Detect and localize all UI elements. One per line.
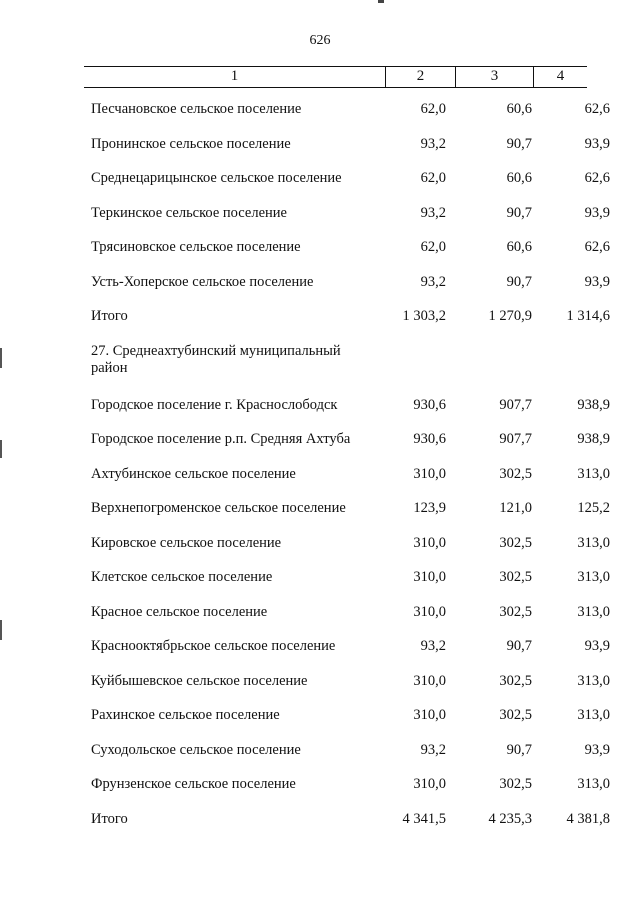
row-value-c4: 93,9: [584, 273, 610, 290]
row-value-c3: 907,7: [499, 396, 532, 413]
column-header-4: 4: [556, 68, 565, 84]
row-name: Фрунзенское сельское поселение: [91, 776, 296, 792]
row-value-c4: 93,9: [584, 204, 610, 221]
row-value-c3: 302,5: [499, 465, 532, 482]
row-value-c2: 310,0: [413, 672, 446, 689]
row-value-c3: 4 235,3: [488, 810, 532, 827]
row-value-c3: 302,5: [499, 534, 532, 551]
row-value-c2: 930,6: [413, 431, 446, 447]
row-name: 27. Среднеахтубинский муниципальный район: [91, 342, 341, 376]
row-value-c2: 62,0: [420, 101, 446, 117]
row-name: Трясиновское сельское поселение: [91, 239, 301, 255]
row-value-c2: 310,0: [413, 776, 446, 792]
row-value-c4: 93,9: [584, 638, 610, 654]
row-value-c4: 93,9: [584, 741, 610, 758]
row-value-c3: 121,0: [499, 500, 532, 516]
row-name: Песчановское сельское поселение: [91, 101, 302, 117]
row-value-c4: 313,0: [577, 776, 610, 792]
row-value-c3: 907,7: [499, 431, 532, 447]
row-value-c2: 4 341,5: [402, 810, 446, 827]
row-name: Теркинское сельское поселение: [91, 204, 287, 221]
row-value-c4: 1 314,6: [566, 308, 610, 324]
row-value-c2: 310,0: [413, 465, 446, 482]
table-row: [0, 595, 640, 630]
row-value-c4: 93,9: [584, 135, 610, 152]
row-value-c3: 302,5: [499, 776, 532, 792]
table-column-header: [84, 66, 587, 88]
row-value-c4: 125,2: [577, 500, 610, 516]
row-value-c2: 62,0: [420, 239, 446, 255]
row-value-c2: 310,0: [413, 534, 446, 551]
row-value-c3: 60,6: [506, 239, 532, 255]
column-header-3: 3: [456, 67, 534, 87]
row-value-c2: 93,2: [420, 273, 446, 290]
table-row: [0, 560, 640, 595]
row-value-c2: 310,0: [413, 569, 446, 585]
table-row: [0, 767, 640, 802]
row-value-c2: 62,0: [420, 170, 446, 186]
table-row: [0, 664, 640, 699]
table-row: [0, 491, 640, 526]
row-name: Итого: [91, 308, 128, 324]
row-value-c3: 90,7: [506, 741, 532, 758]
row-value-c2: 93,2: [420, 204, 446, 221]
row-value-c3: 90,7: [506, 204, 532, 221]
row-name: Красное сельское поселение: [91, 603, 268, 620]
table-row: [0, 802, 640, 837]
row-name: Рахинское сельское поселение: [91, 707, 280, 723]
row-value-c3: 90,7: [506, 638, 532, 654]
row-value-c4: 313,0: [577, 707, 610, 723]
row-name: Куйбышевское сельское поселение: [91, 672, 308, 689]
row-value-c4: 313,0: [577, 569, 610, 585]
table-row: [0, 265, 640, 300]
row-value-c3: 302,5: [499, 569, 532, 585]
row-name: Кировское сельское поселение: [91, 534, 282, 551]
row-value-c2: 93,2: [420, 741, 446, 758]
row-value-c2: 930,6: [413, 396, 446, 413]
row-value-c3: 60,6: [506, 170, 532, 186]
row-value-c2: 93,2: [420, 638, 446, 654]
row-name: Итого: [91, 810, 128, 827]
row-value-c4: 62,6: [584, 239, 610, 255]
row-value-c3: 90,7: [506, 273, 532, 290]
row-value-c3: 60,6: [506, 101, 532, 117]
table-row: [0, 299, 640, 334]
row-name: Клетское сельское поселение: [91, 569, 273, 585]
row-value-c4: 938,9: [577, 431, 610, 447]
table-row: [0, 161, 640, 196]
row-value-c3: 302,5: [499, 603, 532, 620]
row-name: Ахтубинское сельское поселение: [91, 465, 296, 482]
row-value-c3: 1 270,9: [488, 308, 532, 324]
row-value-c4: 938,9: [577, 396, 610, 413]
page-number: 626: [309, 33, 331, 48]
row-value-c4: 313,0: [577, 534, 610, 551]
table-row: [0, 196, 640, 231]
row-value-c4: 62,6: [584, 101, 610, 117]
table-row: [0, 92, 640, 127]
table-row: [0, 334, 640, 388]
row-value-c4: 4 381,8: [566, 810, 610, 827]
row-name: Усть-Хоперское сельское поселение: [91, 273, 314, 290]
row-value-c4: 313,0: [577, 465, 610, 482]
table-row: [0, 388, 640, 423]
row-value-c2: 123,9: [413, 500, 446, 516]
row-name: Суходольское сельское поселение: [91, 741, 301, 758]
table-body: [0, 92, 640, 836]
scan-artifact-top: [378, 0, 384, 3]
table-row: [0, 733, 640, 768]
row-value-c2: 310,0: [413, 603, 446, 620]
row-name: Верхнепогроменское сельское поселение: [91, 500, 346, 516]
row-name: Среднецарицынское сельское поселение: [91, 170, 342, 186]
row-name: Городское поселение р.п. Средняя Ахтуба: [91, 431, 351, 447]
table-row: [0, 698, 640, 733]
table-row: [0, 629, 640, 664]
row-name: Городское поселение г. Краснослободск: [91, 396, 338, 413]
row-value-c3: 302,5: [499, 672, 532, 689]
row-value-c3: 90,7: [506, 135, 532, 152]
table-row: [0, 422, 640, 457]
table-row: [0, 127, 640, 162]
row-value-c2: 310,0: [413, 707, 446, 723]
row-name: Краснооктябрьское сельское поселение: [91, 638, 336, 654]
table-row: [0, 230, 640, 265]
row-value-c3: 302,5: [499, 707, 532, 723]
row-value-c4: 62,6: [584, 170, 610, 186]
table-row: [0, 457, 640, 492]
column-header-2: 2: [386, 67, 456, 87]
column-header-1: 1: [84, 67, 386, 87]
row-value-c2: 1 303,2: [402, 308, 446, 324]
row-name: Пронинское сельское поселение: [91, 135, 291, 152]
row-value-c4: 313,0: [577, 672, 610, 689]
row-value-c4: 313,0: [577, 603, 610, 620]
table-row: [0, 526, 640, 561]
row-value-c2: 93,2: [420, 135, 446, 152]
